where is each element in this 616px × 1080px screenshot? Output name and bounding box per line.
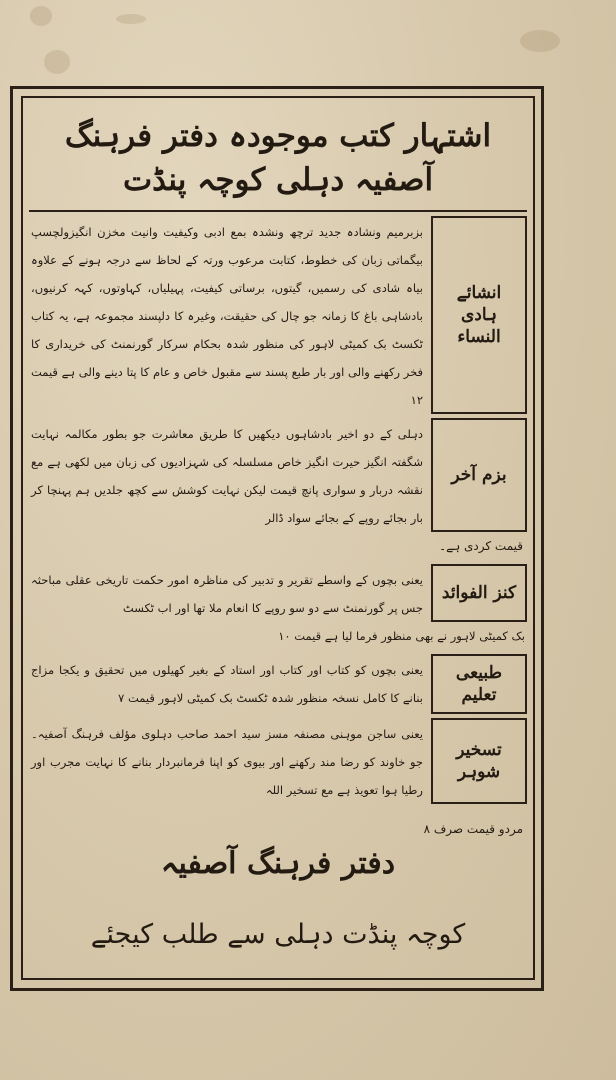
- section-heading: انشائے ہادی النساء: [431, 216, 527, 414]
- paper-stain: [116, 14, 146, 24]
- section-heading: کنز الفوائد: [431, 564, 527, 622]
- paper-stain: [30, 6, 52, 26]
- section-continuation: بک کمیٹی لاہور نے بھی منظور فرما لیا ہے قیمت ۱۰: [278, 629, 525, 643]
- section-kanz-ul-fawaid: [29, 564, 527, 622]
- price-note: قیمت کردی ہے۔: [439, 539, 523, 553]
- section-text: یعنی بچوں کو کتاب اور کتاب اور استاد کے بغیر کھیلوں میں تحقیق و یکجا مزاج بنانے کا کامل نسخہ منظور شدہ ٹکسٹ بک کمیٹی لاہور قیمت ۷: [31, 663, 423, 705]
- section-heading: بزم آخر: [431, 418, 527, 532]
- section-text: یعنی ساجن موہنی مصنفہ مسز سید احمد صاحب دہلوی مؤلف فرہنگ آصفیہ۔ جو خاوند کو رضا مند رکھنے اور بیوی کو اپنا فرمانبردار بنانے کا نہایت مجرب اور رطیا ہوا تعویذ ہے مع تسخیر اللہ: [31, 727, 423, 798]
- section-bazm-e-akhir: [29, 418, 527, 532]
- divider: [29, 210, 527, 212]
- paper-stain: [520, 30, 560, 52]
- order-address: کوچہ پنڈت دہلی سے طلب کیجئے: [90, 919, 466, 951]
- publisher-office: دفتر فرہنگ آصفیہ: [160, 846, 396, 882]
- page-title: اشتہار کتب موجودہ دفتر فرہنگ آصفیہ دہلی کوچہ پنڈت: [64, 118, 492, 198]
- section-heading: تسخیر شوہر: [431, 718, 527, 804]
- section-tabii-taleem: [29, 654, 527, 714]
- footer-price: مردو قیمت صرف ۸: [423, 822, 523, 837]
- section-inshae-hadi-un-nisa: [29, 216, 527, 414]
- section-text: دہلی کے دو اخیر بادشاہوں دیکھیں کا طریق معاشرت جو بطور مکالمہ نہایت شگفتہ انگیز حیرت انگیز خاص مسلسلہ کی شہزادیوں کی زبان میں لکھی ہے مع نقشہ دربار و سواری پانچ قیمت لیکن نہایت کوشش سے کچھ جلدیں ہم پہنچا کر بار بجائے روپے کے بجائے سواد ڈالر: [31, 427, 423, 525]
- section-text: یعنی بچوں کے واسطے تقریر و تدبیر کی مناظرہ امور حکمت تاریخی عقلی مباحثہ جس پر گورنمنٹ سے دو سو روپے کا انعام ملا تھا اور اب ٹکسٹ: [31, 573, 423, 615]
- advertisement: [21, 96, 535, 980]
- section-taskheer-shauhar: [29, 718, 527, 804]
- section-text: بزبرمیم ونشادہ جدید ترچھ ونشدہ بمع ادبی وکیفیت وانیت مخزن انگیزولچسپ بیگماتی زبان کی خطوط، کتابت مرعوب ورتہ کے لحاظ سے درجہ ہونے کے علاوہ بیاہ شادی کی رسمیں، گیتوں، برساتی کیفیت، پہیلیاں، کہاوتوں، کہہ کرنیوں، بادشاہی باغ کا زمانہ جو چال کی حقیقت، وغیرہ کا دلپسند مجموعہ ہے، یہ کتاب ٹکسٹ بک کمیٹی لاہور کی منظور شدہ بحکام سرکار گورنمنٹ کی خریداری کا فخر رکھنے والی اور بار طبع پسند سے مقبول خاص و عام کا پتا دینے والی ہے قیمت ۱۲: [31, 225, 423, 407]
- paper-stain: [44, 50, 70, 74]
- section-heading: طبیعی تعلیم: [431, 654, 527, 714]
